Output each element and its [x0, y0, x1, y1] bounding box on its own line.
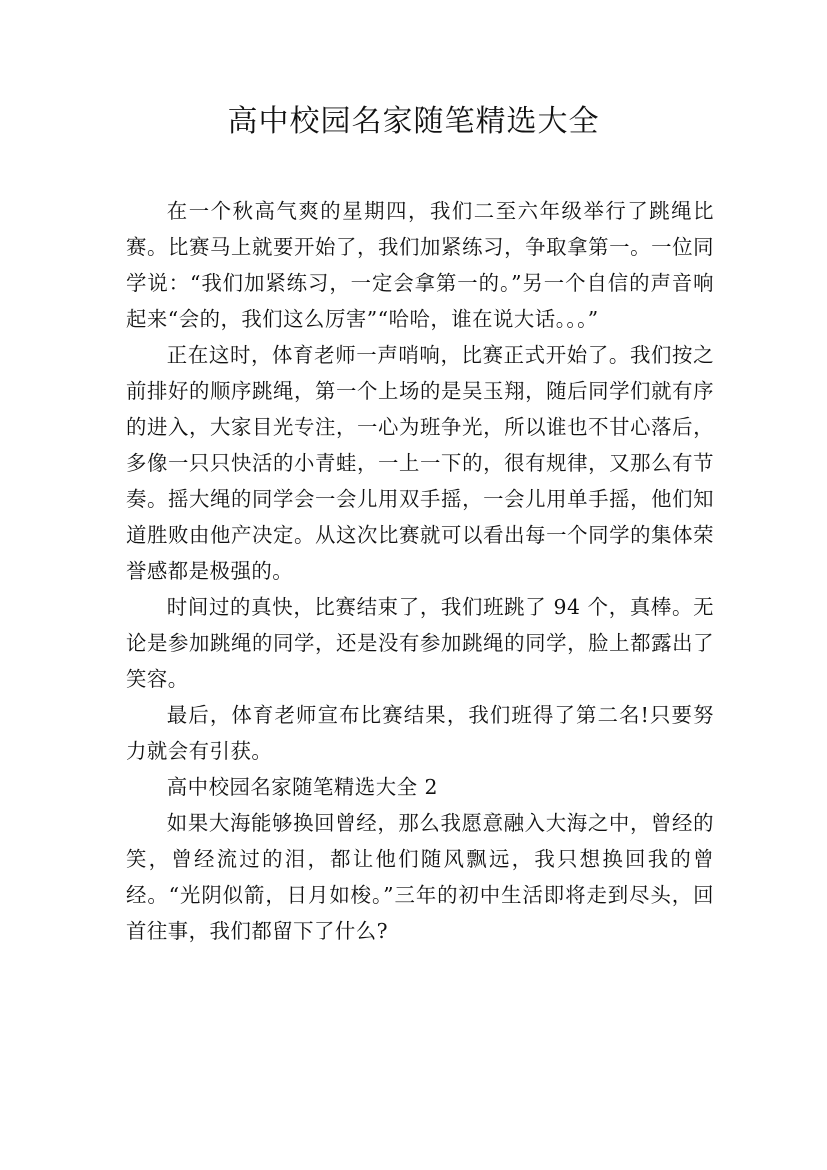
paragraph-3: 时间过的真快，比赛结束了，我们班跳了 94 个，真棒。无论是参加跳绳的同学，还是没有参加跳绳的同学，脸上都露出了笑容。: [126, 595, 714, 691]
section-heading-2: 高中校园名家随笔精选大全 2: [166, 775, 438, 799]
paragraph-4: 最后，体育老师宣布比赛结果，我们班得了第二名!只要努力就会有引获。: [126, 703, 714, 763]
paragraph-2: 正在这时，体育老师一声哨响，比赛正式开始了。我们按之前排好的顺序跳绳，第一个上场的是吴玉翔，随后同学们就有序的进入，大家目光专注，一心为班争光，所以谁也不甘心落后，多像一只只快活的小青蛙，一上一下的，很有规律，又那么有节奏。摇大绳的同学会一会儿用双手摇，一会儿用单手摇，他们知道胜败由他产决定。从这次比赛就可以看出每一个同学的集体荣誉感都是极强的。: [126, 343, 714, 583]
document-body: [126, 193, 714, 949]
paragraph-1: 在一个秋高气爽的星期四，我们二至六年级举行了跳绳比赛。比赛马上就要开始了，我们加紧练习，争取拿第一。一位同学说：“我们加紧练习，一定会拿第一的。”另一个自信的声音响起来“会的，我们这么厉害”“哈哈，谁在说大话。。。”: [126, 199, 714, 331]
document-title: 高中校园名家随笔精选大全: [227, 104, 600, 139]
paragraph-5: 如果大海能够换回曾经，那么我愿意融入大海之中，曾经的笑，曾经流过的泪，都让他们随风飘远，我只想换回我的曾经。“光阴似箭，日月如梭。”三年的初中生活即将走到尽头，回首往事，我们都留下了什么?: [126, 811, 714, 943]
